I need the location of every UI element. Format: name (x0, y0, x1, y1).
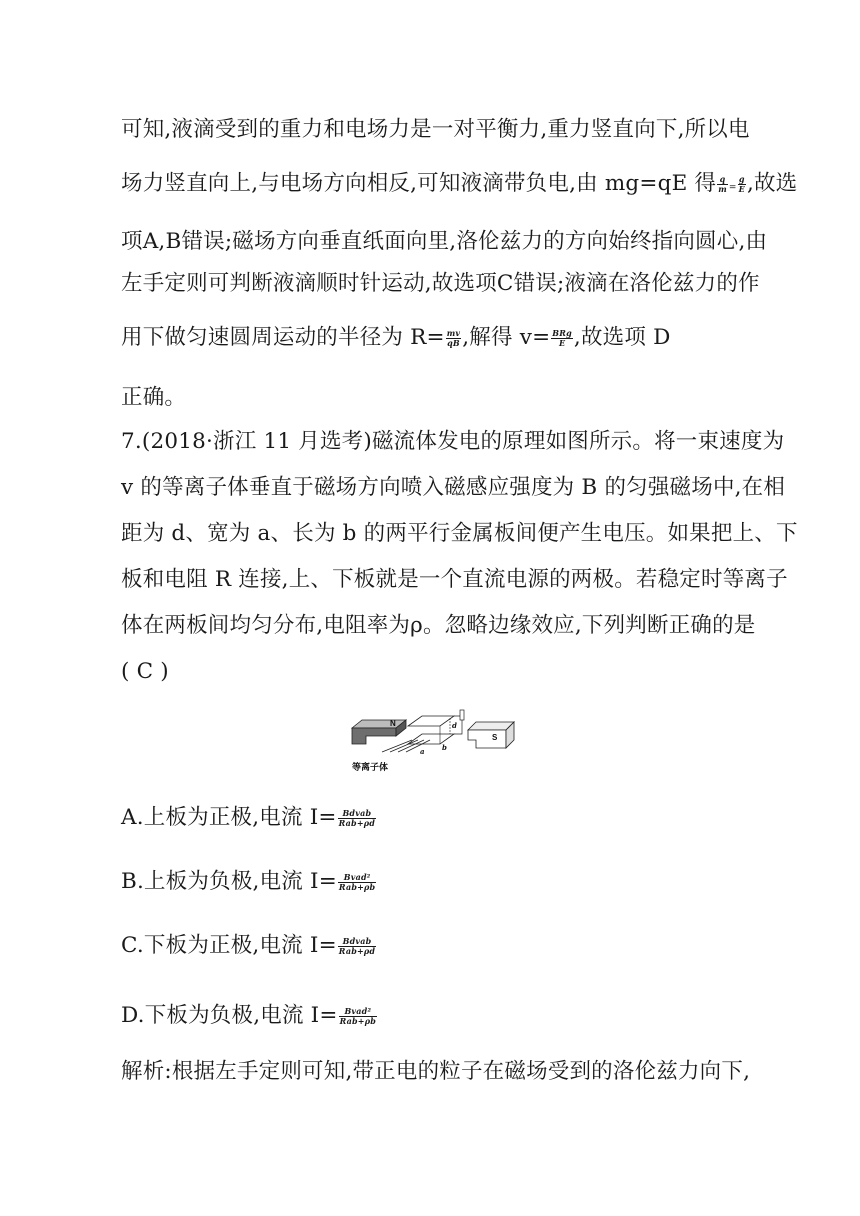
paragraph-line: 项A,B错误;磁场方向垂直纸面向里,洛伦兹力的方向始终指向圆心,由 (121, 229, 768, 254)
fraction (551, 329, 573, 348)
question-line: 板和电阻 R 连接,上、下板就是一个直流电源的两极。若稳定时等离子 (121, 567, 788, 592)
fraction (717, 175, 728, 194)
text-run: 用下做匀速圆周运动的半径为 R= (121, 325, 445, 350)
fraction-denominator: m (718, 183, 727, 194)
fraction-numerator: Bdvab (338, 937, 376, 947)
fraction (446, 329, 462, 348)
fraction (738, 175, 746, 194)
fraction (338, 937, 376, 956)
mhd-generator-figure (350, 706, 516, 776)
paragraph-line: 左手定则可判断液滴顺时针运动,故选项C错误;液滴在洛伦兹力的作 (121, 271, 760, 296)
option-text: C.下板为正极,电流 I= (121, 933, 337, 958)
text-run: ,故选项 D (573, 325, 671, 350)
fraction-numerator: Bvad² (338, 873, 376, 883)
label-n: N (390, 719, 396, 728)
label-d: d (452, 721, 457, 730)
fraction-numerator: q (717, 175, 728, 185)
equals-sign: = (728, 183, 737, 193)
answer-choice: ( C ) (121, 659, 169, 684)
label-b: b (442, 743, 447, 752)
fraction-denominator: qB (447, 337, 460, 348)
fraction-denominator: Rab+ρd (338, 945, 376, 956)
paragraph-line (121, 324, 671, 352)
fraction-numerator: Bdvab (338, 809, 376, 819)
label-a: a (420, 747, 425, 756)
option-b (121, 868, 377, 896)
fraction (338, 809, 376, 828)
option-text: A.上板为正极,电流 I= (121, 805, 337, 830)
n-magnet (352, 719, 406, 744)
option-d (121, 1002, 378, 1030)
option-a (121, 804, 377, 832)
paragraph-line: 可知,液滴受到的重力和电场力是一对平衡力,重力竖直向下,所以电 (121, 117, 750, 142)
option-c (121, 932, 377, 960)
text-run: 场力竖直向上,与电场方向相反,可知液滴带负电,由 mg=qE 得 (121, 171, 717, 196)
fraction-numerator: Bvad² (339, 1007, 377, 1017)
analysis-line: 解析:根据左手定则可知,带正电的粒子在磁场受到的洛伦兹力向下, (121, 1059, 751, 1084)
text-run: ,解得 v= (462, 325, 551, 350)
fraction (338, 873, 376, 892)
text-run: ,故选 (746, 171, 798, 196)
fraction-denominator: Rab+ρd (338, 817, 376, 828)
option-text: B.上板为负极,电流 I= (121, 869, 337, 894)
fraction-denominator: E (558, 337, 566, 348)
option-text: D.下板为负极,电流 I= (121, 1003, 338, 1028)
question-line: v 的等离子体垂直于磁场方向喷入磁感应强度为 B 的匀强磁场中,在相 (121, 475, 786, 500)
s-magnet (468, 722, 514, 748)
question-line: 7.(2018·浙江 11 月选考)磁流体发电的原理如图所示。将一束速度为 (121, 429, 785, 454)
fraction-denominator: Rab+ρb (338, 881, 376, 892)
fraction-numerator: mv (446, 327, 461, 338)
fraction-denominator: Rab+ρb (339, 1015, 377, 1026)
metal-plates (408, 716, 454, 744)
figure-caption: 等离子体 (352, 763, 389, 773)
fraction-numerator: BRg (552, 327, 572, 338)
question-line: 体在两板间均匀分布,电阻率为ρ。忽略边缘效应,下列判断正确的是 (121, 613, 756, 638)
question-line: 距为 d、宽为 a、长为 b 的两平行金属板间便产生电压。如果把上、下 (121, 521, 798, 546)
label-s: S (492, 733, 498, 742)
paragraph-line (121, 170, 797, 202)
fraction-denominator: E (738, 183, 745, 194)
mhd-diagram (350, 706, 516, 776)
paragraph-line: 正确。 (121, 385, 187, 410)
fraction (339, 1007, 377, 1026)
fraction-numerator: g (738, 173, 745, 184)
